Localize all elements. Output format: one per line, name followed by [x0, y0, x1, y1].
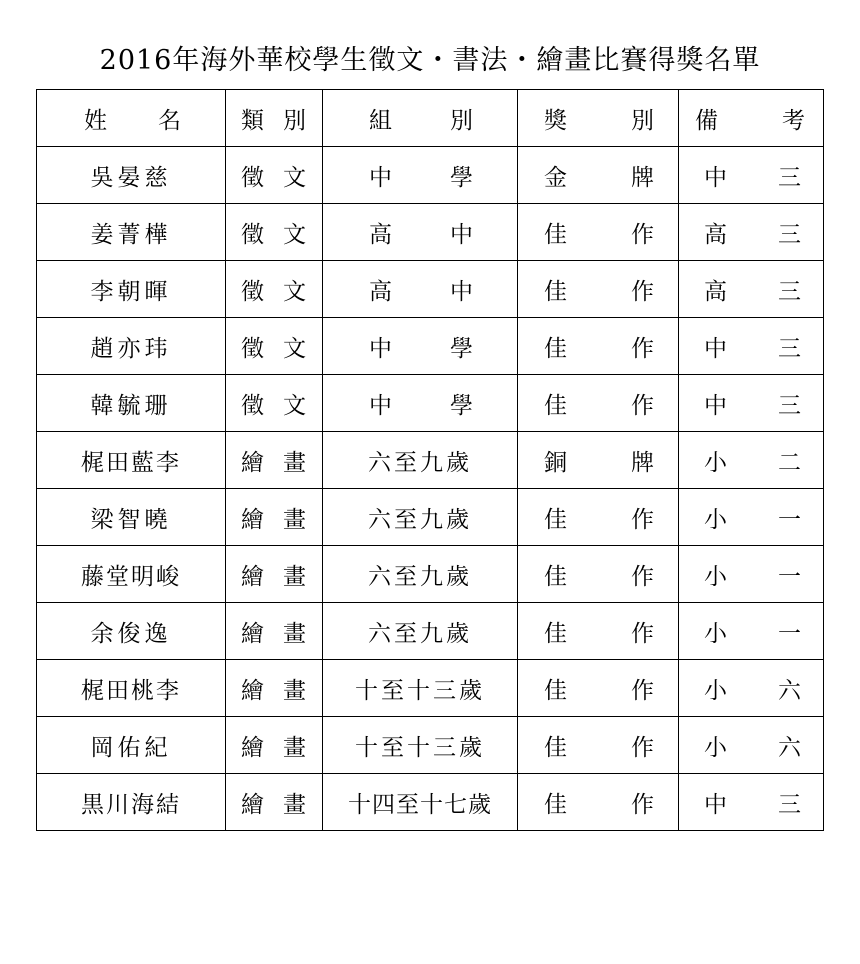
- cell-group: 六至九歲: [323, 432, 518, 489]
- header-category: 類別: [226, 90, 323, 147]
- cell-note: 中三: [679, 774, 824, 831]
- table-row: [37, 318, 824, 375]
- cell-category: 徵文: [226, 147, 323, 204]
- cell-group: 十四至十七歲: [323, 774, 518, 831]
- cell-category: 繪畫: [226, 774, 323, 831]
- cell-category: 繪畫: [226, 660, 323, 717]
- header-group: 組別: [323, 90, 518, 147]
- cell-group: 六至九歲: [323, 489, 518, 546]
- cell-category: 繪畫: [226, 489, 323, 546]
- cell-award: 銅牌: [518, 432, 679, 489]
- cell-name: 趙亦玮: [37, 318, 226, 375]
- cell-group: 十至十三歲: [323, 660, 518, 717]
- table-row: [37, 432, 824, 489]
- cell-note: 高三: [679, 204, 824, 261]
- cell-award: 佳作: [518, 774, 679, 831]
- table-row: [37, 375, 824, 432]
- cell-award: 佳作: [518, 546, 679, 603]
- table-row: [37, 261, 824, 318]
- table-row: [37, 717, 824, 774]
- cell-note: 小六: [679, 660, 824, 717]
- table-header-row: [37, 90, 824, 147]
- cell-award: 佳作: [518, 603, 679, 660]
- award-winners-table: [36, 89, 824, 831]
- cell-name: 余俊逸: [37, 603, 226, 660]
- table-row: [37, 546, 824, 603]
- table-row: [37, 774, 824, 831]
- cell-name: 梶田桃李: [37, 660, 226, 717]
- cell-category: 徵文: [226, 318, 323, 375]
- cell-category: 徵文: [226, 261, 323, 318]
- cell-note: 中三: [679, 318, 824, 375]
- cell-name: 姜菁樺: [37, 204, 226, 261]
- cell-note: 中三: [679, 147, 824, 204]
- cell-award: 佳作: [518, 318, 679, 375]
- cell-group: 十至十三歲: [323, 717, 518, 774]
- cell-category: 徵文: [226, 375, 323, 432]
- cell-name: 藤堂明峻: [37, 546, 226, 603]
- cell-note: 小六: [679, 717, 824, 774]
- cell-award: 佳作: [518, 660, 679, 717]
- cell-note: 中三: [679, 375, 824, 432]
- cell-name: 黒川海結: [37, 774, 226, 831]
- cell-award: 佳作: [518, 261, 679, 318]
- cell-group: 中學: [323, 147, 518, 204]
- cell-name: 岡佑紀: [37, 717, 226, 774]
- cell-note: 小一: [679, 603, 824, 660]
- cell-note: 小一: [679, 546, 824, 603]
- cell-category: 繪畫: [226, 603, 323, 660]
- cell-group: 高中: [323, 261, 518, 318]
- cell-group: 六至九歲: [323, 603, 518, 660]
- cell-award: 佳作: [518, 717, 679, 774]
- header-name: 姓名: [37, 90, 226, 147]
- cell-group: 中學: [323, 375, 518, 432]
- cell-group: 中學: [323, 318, 518, 375]
- cell-name: 吳晏慈: [37, 147, 226, 204]
- cell-award: 金牌: [518, 147, 679, 204]
- cell-group: 六至九歲: [323, 546, 518, 603]
- cell-name: 梶田藍李: [37, 432, 226, 489]
- cell-category: 繪畫: [226, 717, 323, 774]
- header-award: 獎別: [518, 90, 679, 147]
- cell-group: 高中: [323, 204, 518, 261]
- page-title: 2016年海外華校學生徵文・書法・繪畫比賽得獎名單: [99, 45, 761, 76]
- cell-note: 高三: [679, 261, 824, 318]
- table-row: [37, 489, 824, 546]
- table-row: [37, 660, 824, 717]
- cell-category: 繪畫: [226, 546, 323, 603]
- cell-award: 佳作: [518, 375, 679, 432]
- cell-note: 小一: [679, 489, 824, 546]
- cell-name: 梁智曉: [37, 489, 226, 546]
- cell-note: 小二: [679, 432, 824, 489]
- table-row: [37, 603, 824, 660]
- table-row: [37, 204, 824, 261]
- table-row: [37, 147, 824, 204]
- cell-award: 佳作: [518, 489, 679, 546]
- cell-category: 繪畫: [226, 432, 323, 489]
- header-note: 備考: [679, 90, 824, 147]
- cell-name: 韓毓珊: [37, 375, 226, 432]
- cell-name: 李朝暉: [37, 261, 226, 318]
- cell-category: 徵文: [226, 204, 323, 261]
- cell-award: 佳作: [518, 204, 679, 261]
